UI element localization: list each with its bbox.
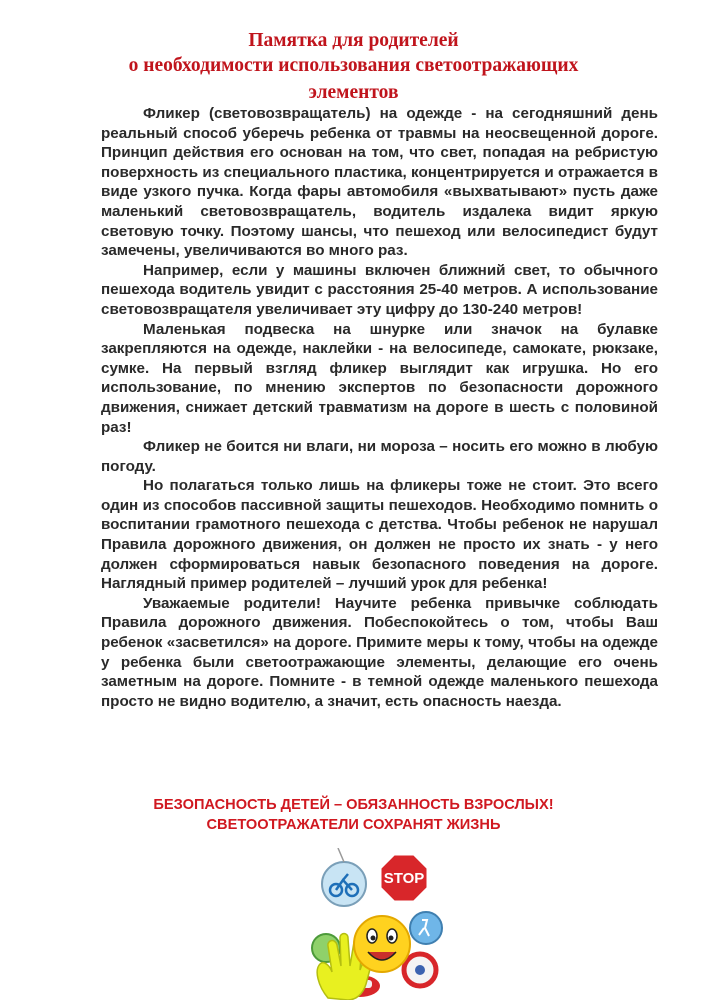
smiley-face-icon	[354, 916, 410, 972]
reflector-illustration	[308, 848, 448, 1000]
paragraph-education: Но полагаться только лишь на фликеры тоже не стоит. Это всего один из способов пассивной защиты пешеходов. Необходимо помнить о воспитании грамотного пешехода с детства. Чтобы ребенок не нарушал Правила дорожного движения, он должен не просто их знать - у него должен сформироваться навык безопасного поведения на дороге. Наглядный пример родителей – лучший урок для ребенка!	[101, 477, 658, 593]
memo-title-line1: Памятка для родителей	[248, 30, 459, 51]
stop-sign-icon	[380, 854, 428, 902]
paragraph-appeal: Уважаемые родители! Научите ребенка привычке соблюдать Правила дорожного движения. Побеспокойтесь о том, чтобы Ваш ребенок «засветился» на дороге. Примите меры к тому, чтобы на одежде у ребенка были светоотражающие элементы, делающие его очень заметным на дороге. Помните - в темной одежде маленького пешехода просто не видно водителю, а значит, есть опасность наезда.	[101, 594, 658, 710]
memo-title-line3: элементов	[308, 82, 399, 103]
red-reflector-icon	[404, 954, 436, 986]
paragraph-usage: Маленькая подвеска на шнурке или значок на булавке закрепляются на одежде, наклейки - на велосипеде, самокате, рюкзаке, сумке. На первый взгляд фликер выглядит как игрушка. Но его использование, по мнению экспертов по безопасности дорожного движения, снижает детский травматизм на дороге в шесть с половиной раз!	[101, 320, 658, 436]
paragraph-weather: Фликер не боится ни влаги, ни мороза – носить его можно в любую погоду.	[101, 438, 658, 475]
slogan-line2: СВЕТООТРАЖАТЕЛИ СОХРАНЯТ ЖИЗНЬ	[206, 817, 501, 833]
memo-title-line2: о необходимости использования светоотражающих	[128, 55, 579, 76]
paragraph-distance-example: Например, если у машины включен ближний свет, то обычного пешехода водитель увидит с расстояния 25-40 метров. А использование световозвращателя увеличивает эту цифру до 130-240 метров!	[101, 261, 658, 318]
pedestrian-reflector-icon	[410, 912, 442, 944]
memo-body	[101, 104, 658, 711]
stop-sign-text: STOP	[383, 870, 425, 887]
paragraph-flicker-intro: Фликер (световозвращатель) на одежде - на сегодняшний день реальный способ уберечь ребенка от травмы на неосвещенной дороге. Принцип действия его основан на том, что свет, попадая на ребристую поверхность из специального пластика, концентрируется и отражается в виде узкого пучка. Когда фары автомобиля «выхватывают» пусть даже маленький световозвращатель, водитель издалека видит яркую световую точку. Поэтому шансы, что пешеход или велосипедист будут замечены, увеличиваются во много раз.	[101, 105, 658, 260]
bicycle-reflector-icon	[322, 848, 366, 906]
slogan-line1: БЕЗОПАСНОСТЬ ДЕТЕЙ – ОБЯЗАННОСТЬ ВЗРОСЛЫХ!	[153, 797, 554, 813]
